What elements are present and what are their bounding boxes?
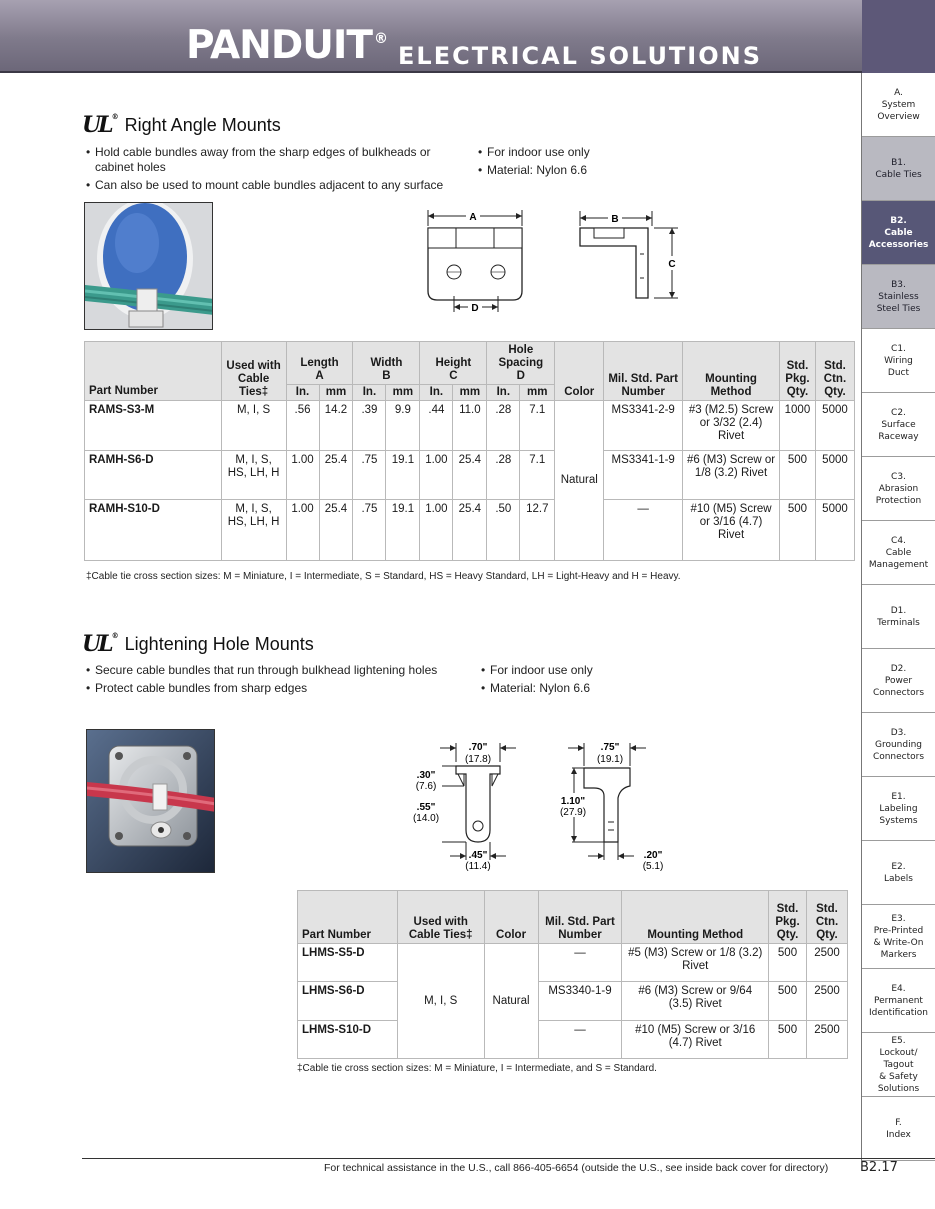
sidebar-tab-label: Raceway (878, 431, 919, 442)
sidebar-tab-f[interactable] (862, 1097, 935, 1161)
part-number: RAMS-S3-M (85, 401, 222, 451)
sidebar-tab-label: Terminals (877, 617, 920, 628)
sidebar-tab-label: Pre-Printed (873, 925, 924, 936)
mounting-method: #6 (M3) Screw or 9/64 (3.5) Rivet (622, 982, 769, 1021)
col-mounting-method: Mounting Method (683, 342, 780, 401)
length-in: .56 (286, 401, 319, 451)
sidebar-tab-c2[interactable] (862, 393, 935, 457)
sidebar-tab-label: Markers (880, 949, 917, 960)
sidebar-tab-d1[interactable] (862, 585, 935, 649)
sidebar-tab-label: Management (868, 559, 929, 570)
footnote-right-angle: ‡Cable tie cross section sizes: M = Miniature, I = Intermediate, S = Standard, HS = Heavy Standard, LH = Light-Heavy and H = Heavy. (86, 571, 681, 582)
lightening-hole-mounts-table (297, 890, 848, 1059)
feature-item: • Material: Nylon 6.6 (478, 163, 678, 178)
mil-std: MS3341-1-9 (604, 451, 683, 500)
sidebar-tab-label: Identification (868, 1007, 928, 1018)
sidebar-tab-label: B3. (891, 279, 906, 290)
right-angle-mount-drawing (418, 206, 698, 316)
sidebar-tab-label: E2. (891, 861, 906, 872)
hole-in: .28 (487, 451, 520, 500)
mounting-method: #6 (M3) Screw or 1/8 (3.2) Rivet (683, 451, 780, 500)
ctn-qty: 5000 (815, 500, 854, 561)
svg-text:.20": .20" (643, 850, 663, 861)
page-header (0, 0, 862, 73)
length-mm: 14.2 (319, 401, 353, 451)
section-title-right-angle-mounts (82, 112, 281, 138)
hole-mm: 7.1 (520, 401, 555, 451)
svg-text:1.10": 1.10" (560, 796, 586, 807)
width-in: .75 (353, 451, 386, 500)
sidebar-tab-label: Overview (877, 111, 920, 122)
hole-in: .50 (487, 500, 520, 561)
width-mm: 9.9 (386, 401, 420, 451)
sidebar-tab-label: Stainless (878, 291, 919, 302)
svg-text:(14.0): (14.0) (412, 813, 440, 824)
pkg-qty: 500 (769, 1021, 807, 1059)
sidebar-tab-label: & Safety (879, 1071, 918, 1082)
table-row (298, 982, 848, 1021)
pkg-qty: 1000 (779, 401, 815, 451)
sidebar-tab-d3[interactable] (862, 713, 935, 777)
length-mm: 25.4 (319, 500, 353, 561)
panduit-logo: PANDUIT ® (186, 23, 387, 68)
sidebar-tab-d2[interactable] (862, 649, 935, 713)
svg-text:(17.8): (17.8) (464, 754, 492, 765)
sidebar-tab-label: Permanent (874, 995, 923, 1006)
col-mil-std: Mil. Std. Part Number (538, 891, 622, 944)
col-width: Width B (353, 342, 420, 385)
pkg-qty: 500 (779, 451, 815, 500)
feature-item: • Can also be used to mount cable bundles adjacent to any surface (86, 178, 466, 193)
sidebar-tab-label: Connectors (872, 687, 925, 698)
mounting-method: #10 (M5) Screw or 3/16 (4.7) Rivet (683, 500, 780, 561)
sidebar-tab-e1[interactable] (862, 777, 935, 841)
svg-text:(27.9): (27.9) (559, 807, 587, 818)
color-cell: Natural (555, 401, 604, 561)
col-height-in: In. (420, 385, 453, 401)
svg-text:C: C (668, 259, 676, 270)
width-in: .39 (353, 401, 386, 451)
hole-mm: 12.7 (520, 500, 555, 561)
ctn-qty: 5000 (815, 401, 854, 451)
sidebar-tab-label: Steel Ties (876, 303, 921, 314)
color-cell: Natural (484, 944, 538, 1059)
col-ctn-qty: Std. Ctn. Qty. (815, 342, 854, 401)
col-pkg-qty: Std. Pkg. Qty. (779, 342, 815, 401)
sidebar-tab-a[interactable] (862, 73, 935, 137)
width-mm: 19.1 (386, 451, 420, 500)
sidebar-tab-label: C1. (891, 343, 906, 354)
sidebar-tab-label: Accessories (868, 239, 929, 250)
table-row (85, 500, 855, 561)
svg-text:(5.1): (5.1) (642, 861, 664, 872)
pkg-qty: 500 (769, 944, 807, 982)
col-hole-spacing: Hole Spacing D (487, 342, 555, 385)
hole-in: .28 (487, 401, 520, 451)
ul-listed-icon: UL ® (82, 631, 116, 657)
svg-text:A: A (469, 212, 477, 223)
height-mm: 25.4 (453, 500, 487, 561)
feature-item: • For indoor use only (478, 145, 678, 160)
length-in: 1.00 (286, 451, 319, 500)
sidebar-tab-label: C3. (891, 471, 906, 482)
col-mounting-method: Mounting Method (622, 891, 769, 944)
col-height: Height C (420, 342, 487, 385)
mil-std: MS3341-2-9 (604, 401, 683, 451)
svg-text:.70": .70" (468, 742, 488, 753)
feature-item: • Protect cable bundles from sharp edges (86, 681, 476, 696)
svg-text:(11.4): (11.4) (465, 861, 491, 872)
sidebar-tab-label: Lockout/ (879, 1047, 918, 1058)
col-length-mm: mm (319, 385, 353, 401)
col-height-mm: mm (453, 385, 487, 401)
mounting-method: #5 (M3) Screw or 1/8 (3.2) Rivet (622, 944, 769, 982)
height-in: 1.00 (420, 451, 453, 500)
feature-list-left (86, 145, 466, 196)
sidebar-tab-e2[interactable] (862, 841, 935, 905)
mil-std: — (538, 944, 622, 982)
sidebar-tab-label: B1. (891, 157, 906, 168)
sidebar-tab-label: C2. (891, 407, 906, 418)
col-hole-mm: mm (520, 385, 555, 401)
sidebar-tab-label: B2. (890, 215, 907, 226)
sidebar-tab-label: Wiring (884, 355, 913, 366)
sidebar-tab-c1[interactable] (862, 329, 935, 393)
height-mm: 25.4 (453, 451, 487, 500)
col-mil-std: Mil. Std. Part Number (604, 342, 683, 401)
sidebar-tab-label: E4. (891, 983, 906, 994)
ctn-qty: 2500 (806, 1021, 847, 1059)
svg-text:.75": .75" (600, 742, 620, 753)
svg-text:(19.1): (19.1) (596, 754, 624, 765)
sidebar-tab-label: E3. (891, 913, 906, 924)
height-mm: 11.0 (453, 401, 487, 451)
sidebar-tab-label: Protection (875, 495, 922, 506)
section-index-sidebar (861, 73, 935, 1161)
svg-text:.55": .55" (416, 802, 436, 813)
sidebar-tab-c3[interactable] (862, 457, 935, 521)
sidebar-tab-label: E5. (891, 1035, 906, 1046)
sidebar-tab-label: Index (886, 1129, 911, 1140)
lightening-hole-mount-photo (86, 729, 215, 873)
col-length-in: In. (286, 385, 319, 401)
sidebar-tab-b2[interactable] (862, 201, 935, 265)
cable-ties: M, I, S (221, 401, 286, 451)
svg-text:B: B (611, 214, 619, 225)
sidebar-tab-label: Cable Ties (875, 169, 922, 180)
sidebar-tab-b1[interactable] (862, 137, 935, 201)
sidebar-tab-label: Connectors (872, 751, 925, 762)
pkg-qty: 500 (779, 500, 815, 561)
sidebar-tab-label: C4. (891, 535, 906, 546)
section-heading: Right Angle Mounts (124, 114, 281, 135)
mil-std: — (604, 500, 683, 561)
col-width-in: In. (353, 385, 386, 401)
sidebar-tab-label: Power (884, 675, 913, 686)
ctn-qty: 5000 (815, 451, 854, 500)
sidebar-tab-label: Duct (887, 367, 910, 378)
col-width-mm: mm (386, 385, 420, 401)
mil-std: MS3340-1-9 (538, 982, 622, 1021)
height-in: 1.00 (420, 500, 453, 561)
cable-ties: M, I, S (397, 944, 484, 1059)
right-angle-mounts-table (84, 341, 855, 561)
footnote-lightening-hole: ‡Cable tie cross section sizes: M = Miniature, I = Intermediate, and S = Standard. (297, 1063, 657, 1074)
feature-list-right (478, 145, 678, 181)
svg-text:.30": .30" (416, 770, 436, 781)
ctn-qty: 2500 (806, 982, 847, 1021)
table-row (298, 1021, 848, 1059)
table-row (85, 451, 855, 500)
footer-divider (82, 1158, 935, 1159)
sidebar-tab-label: Systems (879, 815, 918, 826)
part-number: RAMH-S6-D (85, 451, 222, 500)
sidebar-tab-label: E1. (891, 791, 906, 802)
feature-list-left (86, 663, 476, 699)
sidebar-tab-b3[interactable] (862, 265, 935, 329)
page-number: B2.17 (860, 1160, 898, 1175)
ul-listed-icon: UL ® (82, 112, 116, 138)
sidebar-tab-e5[interactable] (862, 1033, 935, 1097)
col-color: Color (555, 342, 604, 401)
length-in: 1.00 (286, 500, 319, 561)
ctn-qty: 2500 (806, 944, 847, 982)
mounting-method: #10 (M5) Screw or 3/16 (4.7) Rivet (622, 1021, 769, 1059)
part-number: LHMS-S10-D (298, 1021, 398, 1059)
sidebar-tab-label: D1. (890, 605, 907, 616)
col-used-with: Used with Cable Ties‡ (397, 891, 484, 944)
col-hole-in: In. (487, 385, 520, 401)
col-part-number: Part Number (298, 891, 398, 944)
sidebar-tab-label: Surface (881, 419, 916, 430)
sidebar-tab-c4[interactable] (862, 521, 935, 585)
sidebar-tab-label: Abrasion (878, 483, 919, 494)
cable-ties: M, I, S, HS, LH, H (221, 500, 286, 561)
feature-item: • For indoor use only (481, 663, 681, 678)
mil-std: — (538, 1021, 622, 1059)
width-in: .75 (353, 500, 386, 561)
col-pkg-qty: Std. Pkg. Qty. (769, 891, 807, 944)
sidebar-tab-label: & Write-On (873, 937, 924, 948)
part-number: LHMS-S6-D (298, 982, 398, 1021)
svg-text:(7.6): (7.6) (415, 781, 437, 792)
right-angle-mount-photo (84, 202, 213, 330)
pkg-qty: 500 (769, 982, 807, 1021)
feature-item: • Secure cable bundles that run through bulkhead lightening holes (86, 663, 476, 678)
table-row (85, 401, 855, 451)
header-corner (862, 0, 935, 73)
sidebar-tab-label: Labels (884, 873, 913, 884)
sidebar-tab-label: A. (894, 87, 903, 98)
col-part-number: Part Number (85, 342, 222, 401)
mounting-method: #3 (M2.5) Screw or 3/32 (2.4) Rivet (683, 401, 780, 451)
sidebar-tab-label: Tagout (883, 1059, 914, 1070)
cable-ties: M, I, S, HS, LH, H (221, 451, 286, 500)
sidebar-tab-label: D2. (890, 663, 907, 674)
sidebar-tab-label: D3. (890, 727, 907, 738)
footer-contact: For technical assistance in the U.S., call 866-405-6654 (outside the U.S., see inside back cover for directory) (324, 1162, 829, 1174)
sidebar-tab-label: Grounding (874, 739, 922, 750)
part-number: LHMS-S5-D (298, 944, 398, 982)
col-ctn-qty: Std. Ctn. Qty. (806, 891, 847, 944)
header-tagline: ELECTRICAL SOLUTIONS (398, 42, 762, 70)
sidebar-tab-e3[interactable] (862, 905, 935, 969)
table-row (298, 944, 848, 982)
lightening-hole-mount-drawing (408, 738, 678, 874)
svg-text:.45": .45" (468, 850, 488, 861)
sidebar-tab-label: Labeling (879, 803, 918, 814)
col-color: Color (484, 891, 538, 944)
sidebar-tab-label: F. (895, 1117, 902, 1128)
sidebar-tab-label: System (881, 99, 916, 110)
section-heading: Lightening Hole Mounts (124, 633, 314, 654)
sidebar-tab-label: Cable (885, 547, 912, 558)
part-number: RAMH-S10-D (85, 500, 222, 561)
feature-item: • Material: Nylon 6.6 (481, 681, 681, 696)
feature-list-right (481, 663, 681, 699)
sidebar-tab-label: Solutions (877, 1083, 920, 1094)
col-length: Length A (286, 342, 353, 385)
col-used-with: Used with Cable Ties‡ (221, 342, 286, 401)
sidebar-tab-label: Cable (884, 227, 913, 238)
width-mm: 19.1 (386, 500, 420, 561)
feature-item: • Hold cable bundles away from the sharp edges of bulkheads or cabinet holes (86, 145, 466, 175)
hole-mm: 7.1 (520, 451, 555, 500)
height-in: .44 (420, 401, 453, 451)
svg-text:D: D (471, 303, 479, 314)
sidebar-tab-e4[interactable] (862, 969, 935, 1033)
length-mm: 25.4 (319, 451, 353, 500)
section-title-lightening-hole-mounts (82, 631, 314, 657)
